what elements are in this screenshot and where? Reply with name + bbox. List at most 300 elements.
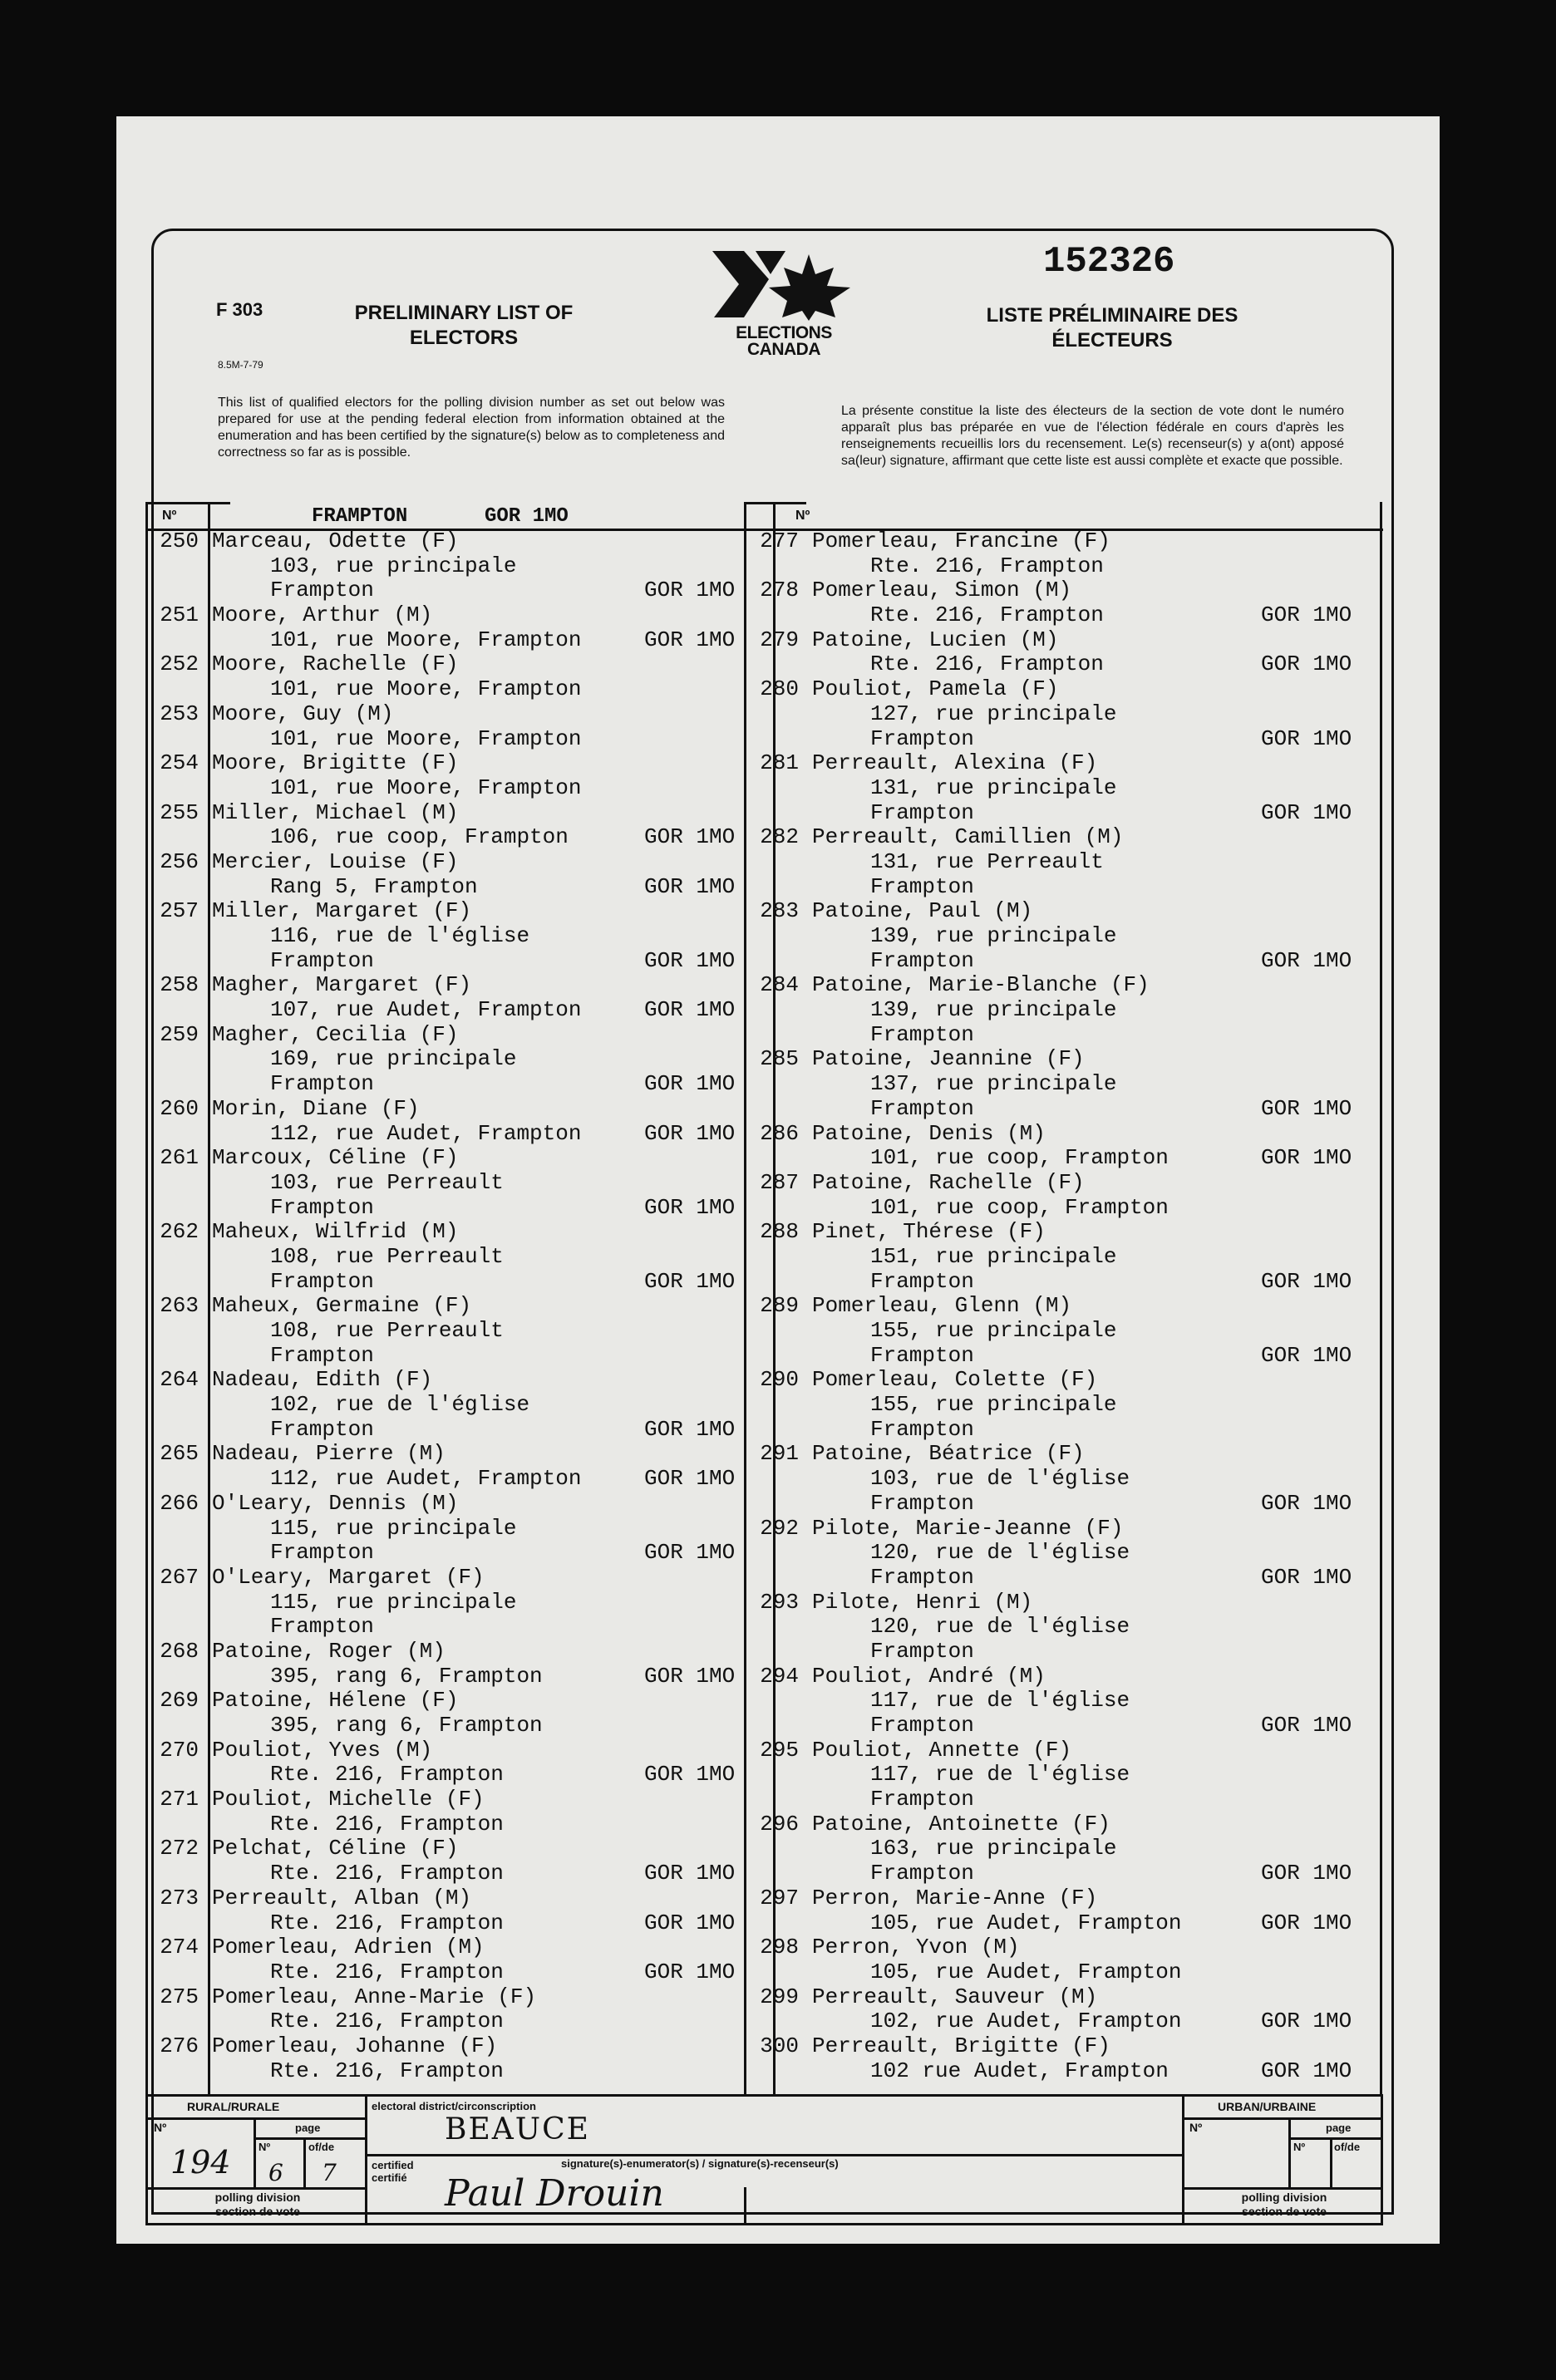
rule [145,2094,1383,2097]
elector-postal-code: GOR 1MO [644,1268,736,1294]
elector-address-line [746,1319,1381,1344]
elector-address: 101, rue Moore, Frampton [270,676,582,702]
elector-entry [746,1812,1381,1886]
elector-number: 288 [760,1219,799,1245]
section-label: section de vote [215,2205,300,2218]
elector-name: Nadeau, Pierre (M) [212,1441,446,1467]
elector-address: 103, rue principale [270,553,517,578]
elector-number: 264 [160,1367,199,1393]
elector-name: Pomerleau, Simon (M) [812,578,1072,603]
elector-postal-code: GOR 1MO [1261,947,1352,973]
elector-address-line [746,1861,1381,1886]
elector-number: 284 [760,972,799,998]
elector-address-line [145,1615,744,1640]
elector-number: 293 [760,1589,799,1615]
elector-postal-code: GOR 1MO [1261,2058,1352,2083]
elector-entry [746,1517,1381,1591]
certification-footer [145,2094,1383,2227]
elector-name: Patoine, Denis (M) [812,1120,1046,1146]
elector-name: Mercier, Louise (F) [212,848,459,874]
elector-address-line [746,1541,1381,1566]
elector-postal-code: GOR 1MO [644,873,736,899]
elector-address-line [746,2009,1381,2034]
rural-of-label: of/de [308,2141,335,2153]
elector-name: Patoine, Rachelle (F) [812,1169,1085,1195]
elector-entry [145,652,744,701]
rule [1288,2137,1383,2140]
elector-address: Frampton [870,799,974,825]
elector-address: 108, rue Perreault [270,1243,504,1269]
elector-number: 291 [760,1441,799,1467]
elector-address-line [145,578,744,603]
elector-entry [746,1122,1381,1171]
elector-column-right [746,529,1381,2083]
elector-name: Moore, Rachelle (F) [212,652,459,677]
urban-polling-division-label: polling division [1241,2191,1327,2204]
elector-address: Rte. 216, Frampton [270,1811,504,1837]
elector-postal-code: GOR 1MO [644,627,736,652]
elector-address-line [145,1122,744,1147]
elector-name: Patoine, Béatrice (F) [812,1441,1085,1467]
elector-address: 101, rue Moore, Frampton [270,774,582,800]
rule [1288,2117,1291,2187]
enumerator-signature: Paul Drouin [445,2172,664,2215]
elector-address: 117, rue de l'église [870,1762,1130,1787]
elector-address: Frampton [870,1638,974,1664]
elector-address: 117, rue de l'église [870,1688,1130,1714]
elector-name: Patoine, Paul (M) [812,898,1033,924]
elector-name: Magher, Cecilia (F) [212,1021,459,1047]
elector-number: 268 [160,1638,199,1664]
elector-number: 274 [160,1935,199,1960]
elector-entry [145,1146,744,1220]
elector-address: Frampton [270,1071,374,1097]
elector-postal-code: GOR 1MO [644,1120,736,1146]
elector-number: 294 [760,1663,799,1689]
elector-name-line [145,850,744,875]
elector-name-line [746,1368,1381,1393]
polling-division-label: polling division [214,2191,301,2204]
elector-entry [145,1985,744,2034]
elector-entry [145,702,744,751]
elector-entry [746,1591,1381,1665]
elector-name-line [145,1738,744,1763]
elector-number: 270 [160,1737,199,1763]
elector-address: 101, rue Moore, Frampton [270,627,582,652]
elector-address-line [746,924,1381,949]
elector-address-line [145,554,744,579]
page-number: 6 [268,2159,283,2186]
elector-name-line [145,1442,744,1467]
elector-number: 259 [160,1021,199,1047]
elector-postal-code: GOR 1MO [1261,799,1352,825]
elector-postal-code: GOR 1MO [1261,602,1352,628]
elector-address-line [145,2059,744,2084]
elector-name: Marceau, Odette (F) [212,529,459,553]
elector-number: 292 [760,1515,799,1541]
elector-postal-code: GOR 1MO [1261,1145,1352,1171]
elector-name-line [145,1787,744,1812]
elector-address-line [746,1344,1381,1369]
elector-address-line [746,1566,1381,1591]
elector-number: 282 [760,824,799,850]
elector-postal-code: GOR 1MO [644,1416,736,1442]
elector-address: Rte. 216, Frampton [270,1959,504,1984]
elector-name-line [746,1171,1381,1196]
elector-address-line [145,875,744,900]
elector-entry [145,899,744,973]
maple-leaf-x-icon [709,251,859,321]
elector-entry [145,1442,744,1491]
elector-address: Frampton [270,578,374,603]
certified-label-en: certified [372,2159,414,2171]
elector-address-line [145,1541,744,1566]
elector-address-line [746,1615,1381,1640]
elector-postal-code: GOR 1MO [1261,1910,1352,1935]
elector-number: 256 [160,848,199,874]
elector-address-line [746,727,1381,752]
elector-address-line [145,1072,744,1097]
elector-name: Patoine, Jeannine (F) [812,1046,1085,1072]
elector-address: Frampton [270,947,374,973]
elector-address: 105, rue Audet, Frampton [870,1910,1182,1935]
elector-address: Frampton [870,947,974,973]
elector-entry [746,1665,1381,1738]
elector-number: 285 [760,1046,799,1072]
elector-address: Frampton [870,725,974,751]
elector-postal-code: GOR 1MO [1261,725,1352,751]
form-code: 8.5M-7-79 [218,359,263,371]
elector-postal-code: GOR 1MO [1261,1713,1352,1738]
serial-number: 152326 [1043,241,1175,283]
title-english: PRELIMINARY LIST OF ELECTORS [354,302,574,349]
rule [254,2137,365,2140]
elector-name-line [145,2034,744,2059]
elector-name-line [746,1220,1381,1245]
elector-name-line [145,1837,744,1861]
intro-french: La présente constitue la liste des électeurs de la section de vote dont le numéro apparaît plus bas préparée en vue de l'élection fédérale en cours d'après les renseignements recueillis lors du recensement. Le(s) recenseur(s) y a(ont) apposé sa(leur) signature, affirmant que cette liste est aussi complète et exacte que possible. [841,404,1344,468]
elector-name: Perreault, Brigitte (F) [812,2033,1110,2058]
elector-name: O'Leary, Dennis (M) [212,1490,459,1516]
logo-text: ELECTIONS CANADA [736,323,832,359]
elector-address-line [145,1861,744,1886]
rural-no-label: Nº [154,2121,167,2134]
elector-entry [746,825,1381,899]
elector-name-line [145,1492,744,1517]
elector-name: Perreault, Sauveur (M) [812,1984,1098,2009]
no-label-left: Nº [162,509,177,523]
elector-address: 106, rue coop, Frampton [270,824,569,850]
elector-postal-code: GOR 1MO [1261,1490,1352,1516]
elector-name-line [746,1985,1381,2010]
elector-name: Pouliot, Annette (F) [812,1737,1072,1763]
elector-number: 286 [760,1120,799,1146]
elector-name: Pouliot, Yves (M) [212,1737,433,1763]
elector-address: 120, rue de l'église [870,1614,1130,1640]
elector-entry [145,1220,744,1294]
elector-entry [746,677,1381,751]
elector-entry [145,1886,744,1935]
elector-address: Frampton [870,1564,974,1590]
elector-address: Frampton [270,1342,374,1368]
elector-number: 298 [760,1935,799,1960]
elector-address-line [746,1640,1381,1665]
rule [145,2187,365,2190]
elector-name: Pomerleau, Glenn (M) [812,1293,1072,1319]
elector-name-line [746,1591,1381,1615]
elector-address-line [145,1714,744,1738]
elector-entry [145,751,744,800]
elector-name-line [746,1738,1381,1763]
elector-address-line [145,1047,744,1072]
elector-postal-code: GOR 1MO [1261,1861,1352,1886]
elector-address-line [145,1344,744,1369]
elector-entry [746,1368,1381,1442]
elector-name-line [145,1935,744,1960]
elector-postal-code: GOR 1MO [1261,2009,1352,2034]
elector-entry [746,1220,1381,1294]
elector-address-line [746,1911,1381,1936]
elector-name: Perron, Yvon (M) [812,1935,1020,1960]
elector-address-line [746,776,1381,801]
elector-name-line [746,628,1381,653]
elector-address: Rang 5, Frampton [270,873,478,899]
elector-name: Pouliot, Pamela (F) [812,676,1059,702]
elector-address-line [746,801,1381,826]
rule [254,2117,256,2187]
elector-name-line [746,578,1381,603]
elector-name: Moore, Guy (M) [212,701,394,726]
elector-address-line [746,1270,1381,1295]
rural-page-no-label: Nº [259,2141,271,2153]
elector-postal-code: GOR 1MO [644,1466,736,1492]
elector-name: Pomerleau, Anne-Marie (F) [212,1984,537,2009]
elector-name: Nadeau, Edith (F) [212,1367,433,1393]
elector-address: 102, rue Audet, Frampton [870,2009,1182,2034]
rule [145,2094,148,2225]
elector-number: 278 [760,578,799,603]
elector-address: 163, rue principale [870,1836,1117,1861]
polling-number: 194 [170,2144,231,2181]
rule [365,2154,1182,2156]
elector-address: 116, rue de l'église [270,923,530,948]
elector-name: Miller, Margaret (F) [212,898,472,924]
elector-name-line [145,751,744,776]
elector-postal-code: GOR 1MO [644,997,736,1023]
elector-address-line [746,949,1381,974]
elector-address-line [145,1171,744,1196]
elector-name-line [746,1517,1381,1542]
elector-name-line [145,1640,744,1665]
elector-address: 103, rue Perreault [270,1169,504,1195]
elector-name: Pomerleau, Francine (F) [812,529,1110,553]
rule [303,2137,306,2187]
elector-name-line [145,1023,744,1048]
elector-number: 266 [160,1490,199,1516]
district-name: BEAUCE [445,2112,590,2146]
rural-page-label: page [295,2122,321,2134]
rule [365,2094,367,2225]
elector-address-line [145,1960,744,1985]
elector-name-line [145,1985,744,2010]
elector-number: 297 [760,1885,799,1910]
elector-address: 151, rue principale [870,1243,1117,1269]
elector-number: 299 [760,1984,799,2009]
elections-canada-logo [709,251,859,359]
elector-entry [145,1492,744,1566]
elector-address: 115, rue principale [270,1515,517,1541]
rule [145,2223,1383,2225]
elector-postal-code: GOR 1MO [644,1762,736,1787]
elector-postal-code: GOR 1MO [1261,1095,1352,1121]
elector-postal-code: GOR 1MO [1261,1564,1352,1590]
elector-address: 155, rue principale [870,1318,1117,1343]
elector-name-line [746,1047,1381,1072]
elector-name: Pinet, Thérese (F) [812,1219,1046,1245]
elector-name-line [746,677,1381,702]
elector-name-line [746,1442,1381,1467]
elector-number: 287 [760,1169,799,1195]
elector-address: 155, rue principale [870,1392,1117,1418]
elector-name: Patoine, Antoinette (F) [812,1811,1110,1837]
rule [1182,2117,1383,2120]
elector-entry [746,899,1381,973]
elector-number: 276 [160,2033,199,2058]
elector-address-line [746,1245,1381,1270]
elector-postal-code: GOR 1MO [644,947,736,973]
elector-entry [746,1442,1381,1516]
elector-name-line [746,751,1381,776]
elector-name-line [145,1566,744,1591]
elector-number: 289 [760,1293,799,1319]
elector-address-line [746,875,1381,900]
urban-section-label: section de vote [1242,2205,1327,2218]
elector-address: 108, rue Perreault [270,1318,504,1343]
elector-number: 251 [160,602,199,628]
elector-name-line [145,1220,744,1245]
elector-address-line [145,1319,744,1344]
elector-name-line [145,1097,744,1122]
elector-entry [746,1047,1381,1121]
elector-address: 101, rue Moore, Frampton [270,725,582,751]
elector-address-line [145,1467,744,1492]
elector-address-line [746,2059,1381,2084]
title-french: LISTE PRÉLIMINAIRE DES ÉLECTEURS [986,304,1238,352]
elector-number: 296 [760,1811,799,1837]
elector-name: Patoine, Marie-Blanche (F) [812,972,1150,998]
elector-name: Patoine, Lucien (M) [812,627,1059,652]
elector-name-line [145,1368,744,1393]
elector-postal-code: GOR 1MO [644,1910,736,1935]
rule [145,502,230,504]
elector-address-line [746,1492,1381,1517]
elector-name: Magher, Margaret (F) [212,972,472,998]
document-sheet [116,116,1440,2244]
elector-address-line [145,998,744,1023]
elector-address-line [746,850,1381,875]
elector-address: 127, rue principale [870,701,1117,726]
elector-postal-code: GOR 1MO [1261,1342,1352,1368]
elector-name-line [746,529,1381,554]
elector-address-line [145,2009,744,2034]
elector-entry [746,1886,1381,1935]
elector-entry [145,1689,744,1738]
elector-address-line [145,825,744,850]
elector-number: 300 [760,2033,799,2058]
elector-address: Rte. 216, Frampton [270,1762,504,1787]
elector-entry [145,973,744,1022]
elector-address: 139, rue principale [870,997,1117,1023]
elector-address-line [145,1591,744,1615]
elector-name-line [145,652,744,677]
elector-entry [746,628,1381,677]
elector-address-line [746,1072,1381,1097]
rule [1182,2187,1383,2190]
elector-name-line [145,973,744,998]
elector-number: 254 [160,750,199,776]
elector-name: Pilote, Marie-Jeanne (F) [812,1515,1124,1541]
elector-postal-code: GOR 1MO [1261,652,1352,677]
elector-entry [746,578,1381,627]
elector-address: 131, rue principale [870,774,1117,800]
urban-no-label: Nº [1189,2121,1203,2134]
elector-number: 262 [160,1219,199,1245]
elector-address: Frampton [270,1194,374,1220]
elector-name: Pelchat, Céline (F) [212,1836,459,1861]
certified-label-fr: certifié [372,2171,407,2184]
elector-number: 260 [160,1095,199,1121]
elector-postal-code: GOR 1MO [644,1959,736,1984]
elector-address: Rte. 216, Frampton [270,1910,504,1935]
elector-entry [145,1738,744,1787]
elector-number: 273 [160,1885,199,1910]
elector-address: Rte. 216, Frampton [870,553,1104,578]
elector-address: 101, rue coop, Frampton [870,1145,1169,1171]
elector-address-line [746,1023,1381,1048]
elector-number: 295 [760,1737,799,1763]
elector-address-line [145,1763,744,1787]
rule [1330,2137,1332,2187]
locality-header: FRAMPTON [312,505,408,528]
rural-label: RURAL/RURALE [187,2100,280,2113]
elector-number: 258 [160,972,199,998]
elector-name-line [746,1122,1381,1147]
elector-name: Perron, Marie-Anne (F) [812,1885,1098,1910]
elector-entry [746,1738,1381,1812]
elector-number: 277 [760,529,799,553]
elector-address: 131, rue Perreault [870,848,1104,874]
elector-address-line [746,603,1381,628]
elector-entry [145,1787,744,1837]
elector-name-line [145,1294,744,1319]
elector-address: Rte. 216, Frampton [870,602,1104,628]
elector-number: 252 [160,652,199,677]
elector-entry [746,751,1381,825]
elector-entry [145,1566,744,1640]
elector-name-line [145,899,744,924]
elector-postal-code: GOR 1MO [644,824,736,850]
intro-english: This list of qualified electors for the polling division number as set out below was prepared for use at the pending federal election from information obtained at the enumeration and has been certified by the signature(s) below as to completeness and correctness so far as is possible. [218,396,725,460]
elector-number: 255 [160,799,199,825]
elector-address: Frampton [870,1021,974,1047]
elector-entry [746,529,1381,578]
elector-postal-code: GOR 1MO [1261,1268,1352,1294]
urban-of-label: of/de [1334,2141,1361,2153]
elector-address: Frampton [870,1416,974,1442]
elector-postal-code: GOR 1MO [644,1071,736,1097]
elector-address-line [746,998,1381,1023]
elector-address: 101, rue coop, Frampton [870,1194,1169,1220]
